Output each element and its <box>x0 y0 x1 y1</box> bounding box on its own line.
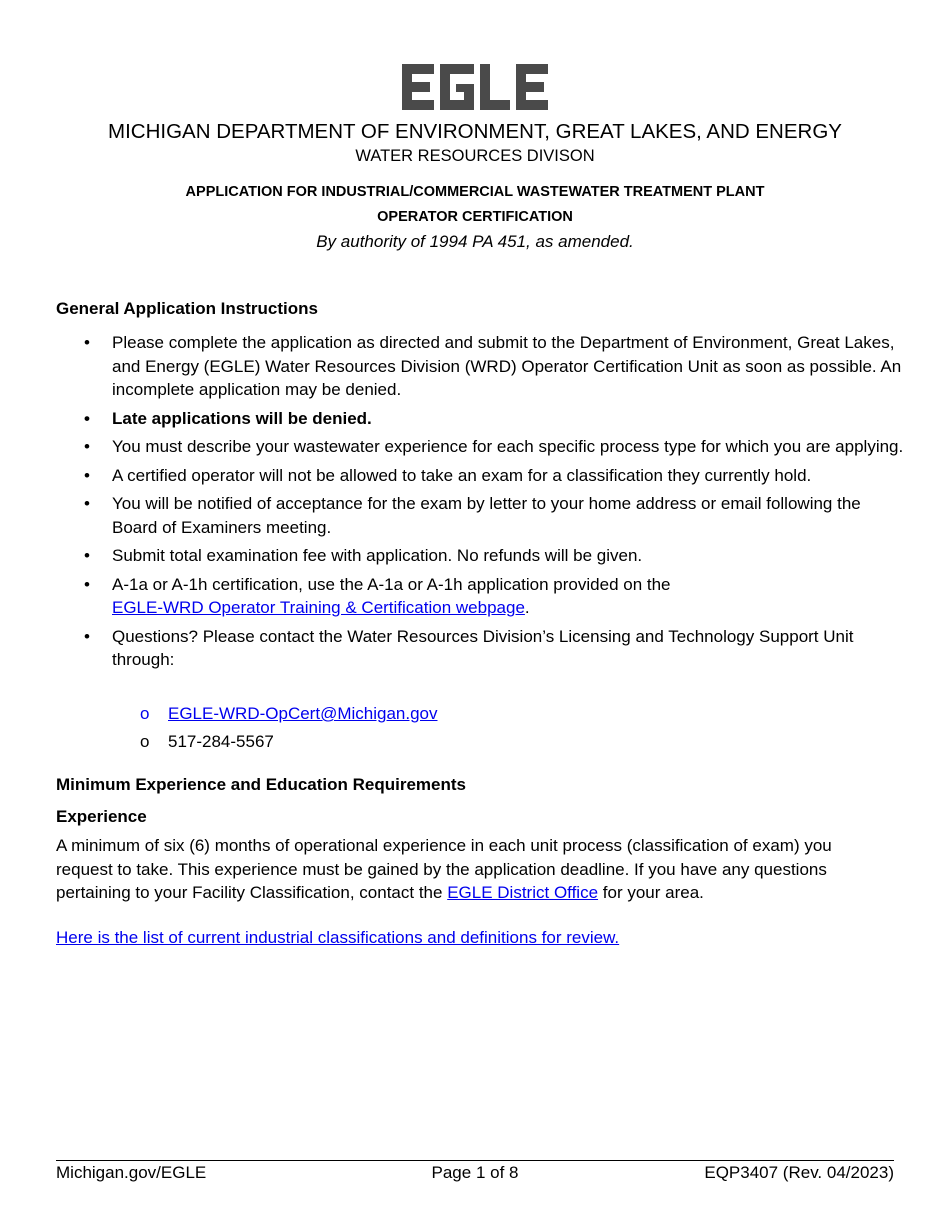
footer-page-number: Page 1 of 8 <box>431 1163 519 1182</box>
list-item-text: A certified operator will not be allowed to take an exam for a classification they currently hold. <box>112 465 812 485</box>
requirements-heading: Minimum Experience and Education Requirements <box>56 775 466 794</box>
list-item-text: Submit total examination fee with application. No refunds will be given. <box>112 546 643 565</box>
sub-bullet-icon: o <box>140 704 150 723</box>
list-item <box>84 544 904 568</box>
experience-text: A minimum of six (6) months of operational experience in each unit process (classification of exam) you request to take. This experience must be gained by the application deadline. If you have any questions pertaining to your Facility Classification, contact the <box>56 836 832 902</box>
list-item-text: Late applications will be denied. <box>112 408 372 428</box>
list-item-text: You will be notified of acceptance for the exam by letter to your home address or email following the Board of Examiners meeting. <box>112 494 861 537</box>
list-item-text: You must describe your wastewater experience for each specific process type for which you are applying. <box>112 437 904 456</box>
authority-statement: By authority of 1994 PA 451, as amended. <box>316 232 634 251</box>
district-office-link[interactable]: EGLE District Office <box>447 883 599 902</box>
bullet-icon: • <box>84 574 90 594</box>
form-title-line-2: OPERATOR CERTIFICATION <box>377 209 573 225</box>
contact-phone: 517-284-5567 <box>168 732 274 751</box>
list-item-text: A-1a or A-1h certification, use the A-1a or A-1h application provided on the <box>112 574 671 594</box>
bullet-icon: • <box>84 465 90 485</box>
division-name: WATER RESOURCES DIVISON <box>355 147 595 165</box>
list-item <box>84 331 904 402</box>
contact-phone-item <box>140 730 274 754</box>
list-item <box>84 573 904 620</box>
bullet-icon: • <box>84 333 90 352</box>
list-item-text: Please complete the application as directed and submit to the Department of Environment, Great Lakes, and Energy (EGLE) Water Resources Division (WRD) Operator Certification Unit as soon as possible. An incomplete application may be denied. <box>112 333 902 399</box>
sub-bullet-icon: o <box>140 732 150 751</box>
bullet-icon: • <box>84 626 90 646</box>
list-item-text: Questions? Please contact the Water Resources Division’s Licensing and Technology Support Unit through: <box>112 626 854 669</box>
general-instructions-heading: General Application Instructions <box>56 299 318 318</box>
training-certification-webpage-link[interactable]: EGLE-WRD Operator Training & Certification webpage <box>112 598 525 617</box>
bullet-icon: • <box>84 494 90 513</box>
form-title-line-1: APPLICATION FOR INDUSTRIAL/COMMERCIAL WASTEWATER TREATMENT PLANT <box>185 184 765 200</box>
agency-name: MICHIGAN DEPARTMENT OF ENVIRONMENT, GREAT LAKES, AND ENERGY <box>108 120 842 143</box>
list-item <box>84 464 904 488</box>
footer-form-number: EQP3407 (Rev. 04/2023) <box>704 1163 894 1182</box>
list-item-text-end: . <box>524 598 530 617</box>
bullet-icon: • <box>84 546 90 565</box>
list-item <box>84 407 904 431</box>
egle-logo <box>402 64 548 110</box>
footer-divider <box>56 1160 894 1161</box>
footer-website: Michigan.gov/EGLE <box>56 1163 207 1182</box>
contact-email-item <box>140 702 438 726</box>
instructions-list <box>84 331 904 672</box>
list-item <box>84 435 904 459</box>
bullet-icon: • <box>84 408 90 428</box>
list-item <box>84 492 904 539</box>
experience-paragraph <box>56 834 876 905</box>
experience-subheading: Experience <box>56 807 147 826</box>
classifications-link[interactable]: Here is the list of current industrial classifications and definitions for review. <box>56 928 620 947</box>
contact-email-link[interactable]: EGLE-WRD-OpCert@Michigan.gov <box>168 704 438 723</box>
classifications-line <box>56 926 906 950</box>
list-item <box>84 625 904 672</box>
experience-text-end: for your area. <box>598 883 704 902</box>
bullet-icon: • <box>84 437 90 456</box>
